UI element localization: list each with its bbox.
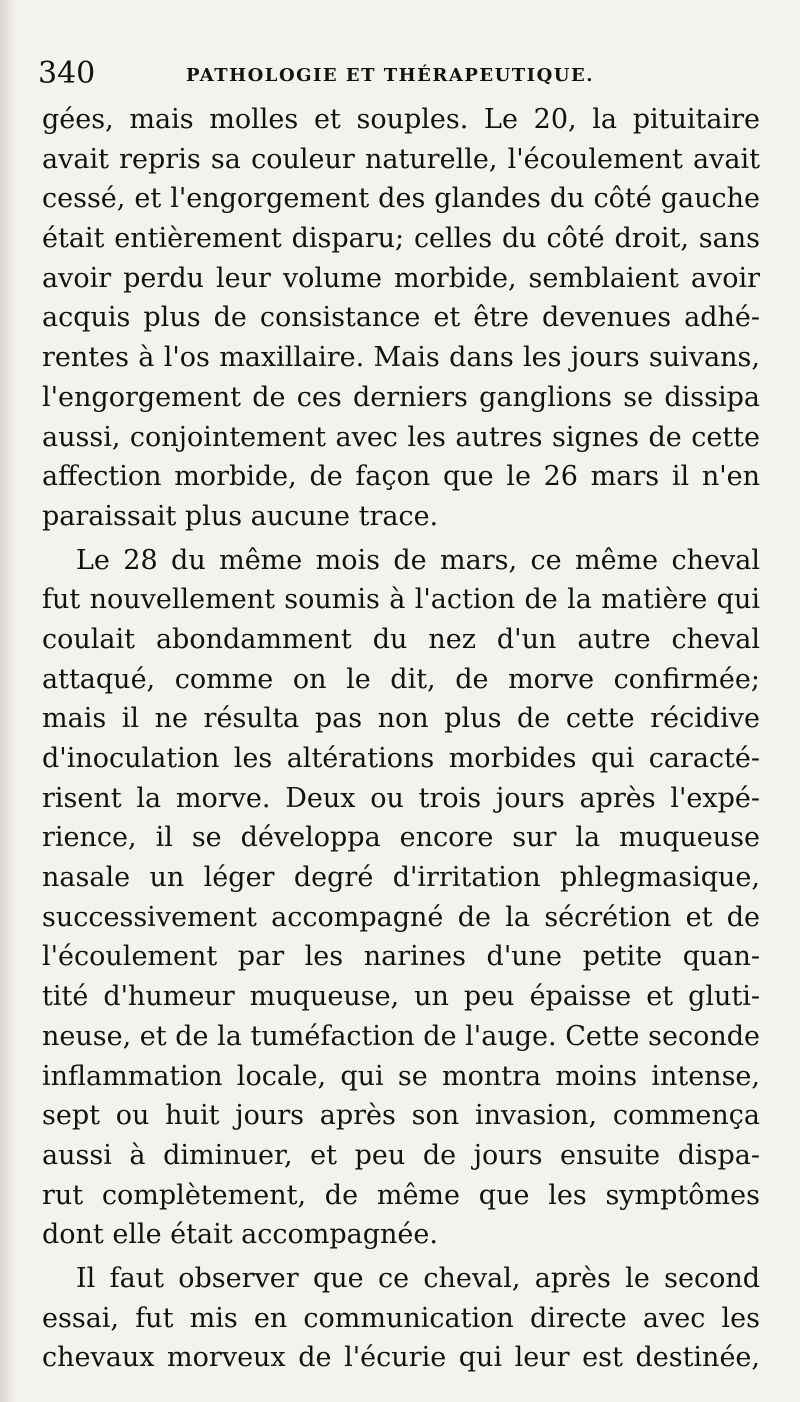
text-line: d'inoculation les altérations morbides qui caracté- (42, 743, 760, 774)
text-line: attaqué, comme on le dit, de morve confirmée; (42, 663, 760, 695)
text-line: successivement accompagné de la sécrétion et de (42, 901, 760, 933)
text-line: l'engorgement de ces derniers ganglions se dissipa (42, 381, 760, 413)
text-line: paraissait plus aucune trace. (42, 500, 439, 532)
text-line: avait repris sa couleur naturelle, l'écoulement avait (42, 143, 760, 175)
paragraph-2 (42, 541, 760, 1255)
text-line: acquis plus de consistance et être devenues adhé- (42, 302, 760, 334)
text-line: sept ou huit jours après son invasion, commença (42, 1100, 760, 1132)
text-line: essai, fut mis en communication directe avec les (42, 1302, 760, 1334)
text-line: rut complètement, de même que les symptômes (42, 1179, 760, 1211)
text-line: Il faut observer que ce cheval, après le second (76, 1262, 760, 1294)
text-line: risent la morve. Deux ou trois jours après l'expé- (42, 782, 760, 814)
page-number: 340 (38, 56, 96, 91)
body-text (42, 100, 760, 1378)
page-header (38, 52, 778, 96)
text-line: gées, mais molles et souples. Le 20, la pituitaire (42, 104, 760, 135)
text-line: Le 28 du même mois de mars, ce même cheval (76, 544, 760, 576)
text-line: mais il ne résulta pas non plus de cette récidive (42, 703, 760, 735)
running-title: PATHOLOGIE ET THÉRAPEUTIQUE. (186, 65, 594, 86)
paragraph-3 (42, 1259, 760, 1378)
text-line: neuse, et de la tuméfaction de l'auge. Cette seconde (42, 1020, 760, 1052)
text-line: tité d'humeur muqueuse, un peu épaisse et gluti- (42, 981, 760, 1013)
text-line: nasale un léger degré d'irritation phlegmasique, (42, 862, 760, 894)
text-line: fut nouvellement soumis à l'action de la matière qui (42, 584, 760, 616)
text-line: affection morbide, de façon que le 26 mars il n'en (42, 461, 760, 493)
text-line: l'écoulement par les narines d'une petite quan- (42, 941, 760, 973)
text-line: avoir perdu leur volume morbide, semblaient avoir (42, 262, 760, 294)
text-line: rentes à l'os maxillaire. Mais dans les jours suivans, (42, 342, 760, 374)
text-line: rience, il se développa encore sur la muqueuse (42, 822, 760, 854)
page-edge-shadow (0, 0, 16, 1402)
text-line: inflammation locale, qui se montra moins intense, (42, 1060, 760, 1092)
text-line: cessé, et l'engorgement des glandes du côté gauche (42, 183, 760, 215)
text-line: aussi à diminuer, et peu de jours ensuite dispa- (42, 1139, 760, 1171)
text-line: coulait abondamment du nez d'un autre cheval (42, 623, 760, 655)
text-line: chevaux morveux de l'écurie qui leur est destinée, (42, 1342, 760, 1374)
text-line: aussi, conjointement avec les autres signes de cette (42, 421, 760, 453)
paragraph-1 (42, 100, 760, 537)
text-line: était entièrement disparu; celles du côté droit, sans (42, 223, 760, 255)
text-line: dont elle était accompagnée. (42, 1219, 438, 1251)
